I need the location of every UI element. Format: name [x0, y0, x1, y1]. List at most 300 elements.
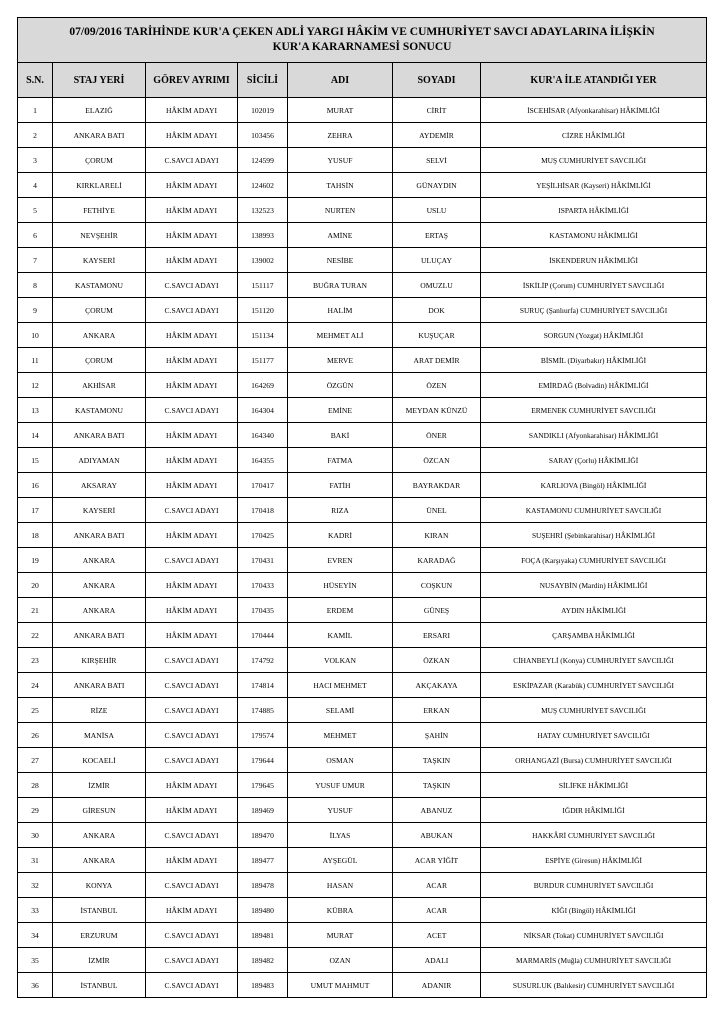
table-row	[18, 948, 707, 973]
cell-gorev-ayrimi: C.SAVCI ADAYI	[146, 873, 238, 898]
cell-sicili: 151177	[238, 348, 288, 373]
cell-gorev-ayrimi: C.SAVCI ADAYI	[146, 923, 238, 948]
cell-staj-yeri: NEVŞEHİR	[53, 223, 146, 248]
cell-sicili: 151117	[238, 273, 288, 298]
cell-atandigi-yer: HAKKÂRİ CUMHURİYET SAVCILIĞI	[481, 823, 707, 848]
cell-sicili: 189470	[238, 823, 288, 848]
cell-atandigi-yer: FOÇA (Karşıyaka) CUMHURİYET SAVCILIĞI	[481, 548, 707, 573]
cell-soyadi: AYDEMİR	[393, 123, 481, 148]
cell-adi: MERVE	[288, 348, 393, 373]
cell-atandigi-yer: AYDIN HÂKİMLİĞİ	[481, 598, 707, 623]
cell-sn: 14	[18, 423, 53, 448]
table-row	[18, 773, 707, 798]
cell-staj-yeri: KAYSERİ	[53, 248, 146, 273]
cell-gorev-ayrimi: C.SAVCI ADAYI	[146, 498, 238, 523]
cell-sn: 9	[18, 298, 53, 323]
cell-soyadi: ACAR YİĞİT	[393, 848, 481, 873]
cell-soyadi: MEYDAN KÜNZÜ	[393, 398, 481, 423]
cell-adi: TAHSİN	[288, 173, 393, 198]
cell-atandigi-yer: SİLİFKE HÂKİMLİĞİ	[481, 773, 707, 798]
cell-staj-yeri: KASTAMONU	[53, 273, 146, 298]
cell-soyadi: SELVİ	[393, 148, 481, 173]
cell-sn: 5	[18, 198, 53, 223]
cell-adi: UMUT MAHMUT	[288, 973, 393, 998]
table-row	[18, 798, 707, 823]
cell-atandigi-yer: ERMENEK CUMHURİYET SAVCILIĞI	[481, 398, 707, 423]
cell-sn: 26	[18, 723, 53, 748]
cell-staj-yeri: ÇORUM	[53, 148, 146, 173]
cell-atandigi-yer: BİSMİL (Diyarbakır) HÂKİMLİĞİ	[481, 348, 707, 373]
cell-gorev-ayrimi: C.SAVCI ADAYI	[146, 948, 238, 973]
table-row	[18, 598, 707, 623]
cell-adi: HALİM	[288, 298, 393, 323]
cell-staj-yeri: RİZE	[53, 698, 146, 723]
table-row	[18, 248, 707, 273]
cell-sicili: 170435	[238, 598, 288, 623]
table-row	[18, 398, 707, 423]
column-header-staj-yeri: STAJ YERİ	[53, 63, 146, 98]
table-row	[18, 623, 707, 648]
cell-sn: 28	[18, 773, 53, 798]
cell-gorev-ayrimi: HÂKİM ADAYI	[146, 423, 238, 448]
table-row	[18, 698, 707, 723]
cell-soyadi: ABANUZ	[393, 798, 481, 823]
cell-atandigi-yer: NİKSAR (Tokat) CUMHURİYET SAVCILIĞI	[481, 923, 707, 948]
cell-adi: HÜSEYİN	[288, 573, 393, 598]
table-row	[18, 973, 707, 998]
cell-gorev-ayrimi: HÂKİM ADAYI	[146, 323, 238, 348]
table-row	[18, 423, 707, 448]
cell-gorev-ayrimi: HÂKİM ADAYI	[146, 473, 238, 498]
cell-sicili: 164269	[238, 373, 288, 398]
cell-sicili: 124602	[238, 173, 288, 198]
cell-atandigi-yer: IĞDIR HÂKİMLİĞİ	[481, 798, 707, 823]
cell-atandigi-yer: ESKİPAZAR (Karabük) CUMHURİYET SAVCILIĞI	[481, 673, 707, 698]
cell-staj-yeri: KIRŞEHİR	[53, 648, 146, 673]
cell-gorev-ayrimi: C.SAVCI ADAYI	[146, 823, 238, 848]
cell-atandigi-yer: SANDIKLI (Afyonkarahisar) HÂKİMLİĞİ	[481, 423, 707, 448]
cell-sn: 3	[18, 148, 53, 173]
cell-sicili: 189480	[238, 898, 288, 923]
cell-staj-yeri: İZMİR	[53, 773, 146, 798]
cell-atandigi-yer: MARMARİS (Muğla) CUMHURİYET SAVCILIĞI	[481, 948, 707, 973]
cell-staj-yeri: ÇORUM	[53, 348, 146, 373]
cell-atandigi-yer: MUŞ CUMHURİYET SAVCILIĞI	[481, 148, 707, 173]
cell-sn: 31	[18, 848, 53, 873]
cell-gorev-ayrimi: C.SAVCI ADAYI	[146, 748, 238, 773]
cell-staj-yeri: ANKARA BATI	[53, 623, 146, 648]
cell-adi: FATİH	[288, 473, 393, 498]
cell-soyadi: AKÇAKAYA	[393, 673, 481, 698]
cell-gorev-ayrimi: HÂKİM ADAYI	[146, 798, 238, 823]
cell-gorev-ayrimi: HÂKİM ADAYI	[146, 248, 238, 273]
cell-sn: 34	[18, 923, 53, 948]
cell-sn: 23	[18, 648, 53, 673]
cell-adi: KADRİ	[288, 523, 393, 548]
cell-sicili: 189483	[238, 973, 288, 998]
cell-soyadi: ŞAHİN	[393, 723, 481, 748]
cell-soyadi: USLU	[393, 198, 481, 223]
table-row	[18, 673, 707, 698]
cell-soyadi: KUŞUÇAR	[393, 323, 481, 348]
cell-sicili: 164304	[238, 398, 288, 423]
cell-sicili: 124599	[238, 148, 288, 173]
cell-soyadi: ERKAN	[393, 698, 481, 723]
cell-sn: 35	[18, 948, 53, 973]
cell-soyadi: COŞKUN	[393, 573, 481, 598]
cell-staj-yeri: İSTANBUL	[53, 973, 146, 998]
cell-sn: 4	[18, 173, 53, 198]
cell-sn: 10	[18, 323, 53, 348]
cell-staj-yeri: AKHİSAR	[53, 373, 146, 398]
cell-atandigi-yer: YEŞİLHİSAR (Kayseri) HÂKİMLİĞİ	[481, 173, 707, 198]
table-row	[18, 648, 707, 673]
cell-sn: 27	[18, 748, 53, 773]
cell-gorev-ayrimi: HÂKİM ADAYI	[146, 173, 238, 198]
table-row	[18, 823, 707, 848]
table-row	[18, 898, 707, 923]
cell-soyadi: ÖZKAN	[393, 648, 481, 673]
table-row	[18, 323, 707, 348]
cell-adi: ÖZGÜN	[288, 373, 393, 398]
cell-adi: ZEHRA	[288, 123, 393, 148]
cell-adi: YUSUF UMUR	[288, 773, 393, 798]
cell-adi: HACI MEHMET	[288, 673, 393, 698]
cell-soyadi: ACET	[393, 923, 481, 948]
cell-soyadi: ERTAŞ	[393, 223, 481, 248]
cell-gorev-ayrimi: C.SAVCI ADAYI	[146, 273, 238, 298]
cell-soyadi: ULUÇAY	[393, 248, 481, 273]
cell-sn: 2	[18, 123, 53, 148]
table-row	[18, 548, 707, 573]
cell-soyadi: ABUKAN	[393, 823, 481, 848]
cell-sicili: 189478	[238, 873, 288, 898]
cell-gorev-ayrimi: HÂKİM ADAYI	[146, 198, 238, 223]
cell-adi: AYŞEGÜL	[288, 848, 393, 873]
cell-sicili: 139002	[238, 248, 288, 273]
cell-sn: 20	[18, 573, 53, 598]
cell-gorev-ayrimi: HÂKİM ADAYI	[146, 598, 238, 623]
cell-sicili: 151134	[238, 323, 288, 348]
cell-sicili: 189481	[238, 923, 288, 948]
cell-sicili: 179644	[238, 748, 288, 773]
cell-adi: OZAN	[288, 948, 393, 973]
cell-sicili: 170431	[238, 548, 288, 573]
cell-atandigi-yer: MUŞ CUMHURİYET SAVCILIĞI	[481, 698, 707, 723]
cell-sn: 6	[18, 223, 53, 248]
cell-atandigi-yer: İSKENDERUN HÂKİMLİĞİ	[481, 248, 707, 273]
cell-soyadi: TAŞKIN	[393, 748, 481, 773]
table-row	[18, 848, 707, 873]
table-row	[18, 523, 707, 548]
cell-atandigi-yer: CİZRE HÂKİMLİĞİ	[481, 123, 707, 148]
cell-soyadi: ÖZEN	[393, 373, 481, 398]
cell-sicili: 174792	[238, 648, 288, 673]
cell-sicili: 179645	[238, 773, 288, 798]
table-row	[18, 923, 707, 948]
cell-adi: YUSUF	[288, 798, 393, 823]
cell-staj-yeri: ÇORUM	[53, 298, 146, 323]
cell-adi: RIZA	[288, 498, 393, 523]
table-row	[18, 873, 707, 898]
cell-gorev-ayrimi: C.SAVCI ADAYI	[146, 298, 238, 323]
cell-gorev-ayrimi: C.SAVCI ADAYI	[146, 698, 238, 723]
document-title: 07/09/2016 TARİHİNDE KUR'A ÇEKEN ADLİ YARGI HÂKİM VE CUMHURİYET SAVCI ADAYLARINA İLİŞKİN KUR'A KARARNAMESİ SONUCU	[18, 18, 707, 63]
cell-soyadi: ACAR	[393, 898, 481, 923]
cell-sn: 17	[18, 498, 53, 523]
cell-staj-yeri: ANKARA	[53, 548, 146, 573]
column-header-adi: ADI	[288, 63, 393, 98]
cell-adi: SELAMİ	[288, 698, 393, 723]
cell-atandigi-yer: SURUÇ (Şanlıurfa) CUMHURİYET SAVCILIĞI	[481, 298, 707, 323]
cell-gorev-ayrimi: HÂKİM ADAYI	[146, 373, 238, 398]
table-row	[18, 473, 707, 498]
cell-soyadi: ACAR	[393, 873, 481, 898]
cell-atandigi-yer: BURDUR CUMHURİYET SAVCILIĞI	[481, 873, 707, 898]
table-row	[18, 198, 707, 223]
column-header-atandigi-yer: KUR'A İLE ATANDIĞI YER	[481, 63, 707, 98]
cell-soyadi: KIRAN	[393, 523, 481, 548]
table-row	[18, 573, 707, 598]
cell-staj-yeri: ANKARA BATI	[53, 523, 146, 548]
cell-atandigi-yer: KARLIOVA (Bingöl) HÂKİMLİĞİ	[481, 473, 707, 498]
cell-adi: YUSUF	[288, 148, 393, 173]
cell-soyadi: ÖNER	[393, 423, 481, 448]
cell-soyadi: ÜNEL	[393, 498, 481, 523]
cell-sicili: 189469	[238, 798, 288, 823]
cell-staj-yeri: ANKARA	[53, 573, 146, 598]
cell-adi: VOLKAN	[288, 648, 393, 673]
cell-sn: 36	[18, 973, 53, 998]
cell-soyadi: CİRİT	[393, 98, 481, 123]
decree-table	[17, 17, 707, 998]
cell-sicili: 164355	[238, 448, 288, 473]
cell-sn: 22	[18, 623, 53, 648]
cell-sn: 21	[18, 598, 53, 623]
table-row	[18, 748, 707, 773]
cell-staj-yeri: KONYA	[53, 873, 146, 898]
cell-staj-yeri: GİRESUN	[53, 798, 146, 823]
cell-sn: 11	[18, 348, 53, 373]
table-row	[18, 723, 707, 748]
cell-sn: 25	[18, 698, 53, 723]
cell-adi: BAKİ	[288, 423, 393, 448]
cell-adi: MEHMET ALİ	[288, 323, 393, 348]
cell-gorev-ayrimi: C.SAVCI ADAYI	[146, 673, 238, 698]
cell-staj-yeri: ANKARA BATI	[53, 123, 146, 148]
cell-soyadi: ÖZCAN	[393, 448, 481, 473]
cell-sn: 7	[18, 248, 53, 273]
cell-sicili: 138993	[238, 223, 288, 248]
cell-adi: KÜBRA	[288, 898, 393, 923]
cell-atandigi-yer: ORHANGAZİ (Bursa) CUMHURİYET SAVCILIĞI	[481, 748, 707, 773]
cell-gorev-ayrimi: HÂKİM ADAYI	[146, 98, 238, 123]
cell-atandigi-yer: KİĞI (Bingöl) HÂKİMLİĞİ	[481, 898, 707, 923]
cell-sicili: 170417	[238, 473, 288, 498]
cell-sicili: 164340	[238, 423, 288, 448]
column-header-gorev-ayrimi: GÖREV AYRIMI	[146, 63, 238, 98]
cell-gorev-ayrimi: HÂKİM ADAYI	[146, 223, 238, 248]
cell-soyadi: OMUZLU	[393, 273, 481, 298]
cell-sn: 30	[18, 823, 53, 848]
cell-staj-yeri: ANKARA	[53, 823, 146, 848]
cell-adi: ERDEM	[288, 598, 393, 623]
table-row	[18, 148, 707, 173]
cell-staj-yeri: KAYSERİ	[53, 498, 146, 523]
cell-sicili: 103456	[238, 123, 288, 148]
cell-gorev-ayrimi: HÂKİM ADAYI	[146, 623, 238, 648]
cell-sicili: 189482	[238, 948, 288, 973]
cell-atandigi-yer: HATAY CUMHURİYET SAVCILIĞI	[481, 723, 707, 748]
cell-sicili: 174885	[238, 698, 288, 723]
cell-staj-yeri: ANKARA	[53, 323, 146, 348]
cell-sicili: 170433	[238, 573, 288, 598]
cell-sn: 32	[18, 873, 53, 898]
cell-staj-yeri: AKSARAY	[53, 473, 146, 498]
table-row	[18, 273, 707, 298]
cell-gorev-ayrimi: C.SAVCI ADAYI	[146, 398, 238, 423]
cell-staj-yeri: KOCAELİ	[53, 748, 146, 773]
cell-sn: 1	[18, 98, 53, 123]
cell-atandigi-yer: İSKİLİP (Çorum) CUMHURİYET SAVCILIĞI	[481, 273, 707, 298]
cell-atandigi-yer: ÇARŞAMBA HÂKİMLİĞİ	[481, 623, 707, 648]
cell-soyadi: ERSARI	[393, 623, 481, 648]
cell-soyadi: BAYRAKDAR	[393, 473, 481, 498]
cell-gorev-ayrimi: HÂKİM ADAYI	[146, 848, 238, 873]
cell-staj-yeri: İSTANBUL	[53, 898, 146, 923]
cell-sicili: 132523	[238, 198, 288, 223]
cell-gorev-ayrimi: C.SAVCI ADAYI	[146, 648, 238, 673]
cell-sn: 18	[18, 523, 53, 548]
table-row	[18, 298, 707, 323]
table-row	[18, 498, 707, 523]
column-header-soyadi: SOYADI	[393, 63, 481, 98]
cell-adi: İLYAS	[288, 823, 393, 848]
cell-atandigi-yer: SARAY (Çorlu) HÂKİMLİĞİ	[481, 448, 707, 473]
cell-adi: MURAT	[288, 98, 393, 123]
cell-staj-yeri: FETHİYE	[53, 198, 146, 223]
cell-staj-yeri: ANKARA BATI	[53, 673, 146, 698]
cell-atandigi-yer: CİHANBEYLİ (Konya) CUMHURİYET SAVCILIĞI	[481, 648, 707, 673]
cell-adi: EVREN	[288, 548, 393, 573]
cell-soyadi: KARADAĞ	[393, 548, 481, 573]
cell-atandigi-yer: NUSAYBİN (Mardin) HÂKİMLİĞİ	[481, 573, 707, 598]
cell-sicili: 179574	[238, 723, 288, 748]
cell-sicili: 174814	[238, 673, 288, 698]
cell-atandigi-yer: İSCEHİSAR (Afyonkarahisar) HÂKİMLİĞİ	[481, 98, 707, 123]
cell-sn: 15	[18, 448, 53, 473]
column-header-sn: S.N.	[18, 63, 53, 98]
cell-sn: 19	[18, 548, 53, 573]
cell-gorev-ayrimi: C.SAVCI ADAYI	[146, 973, 238, 998]
cell-staj-yeri: İZMİR	[53, 948, 146, 973]
table-row	[18, 448, 707, 473]
cell-staj-yeri: ANKARA BATI	[53, 423, 146, 448]
table-row	[18, 98, 707, 123]
cell-staj-yeri: MANİSA	[53, 723, 146, 748]
cell-atandigi-yer: ISPARTA HÂKİMLİĞİ	[481, 198, 707, 223]
cell-gorev-ayrimi: C.SAVCI ADAYI	[146, 723, 238, 748]
cell-adi: EMİNE	[288, 398, 393, 423]
table-row	[18, 223, 707, 248]
cell-soyadi: ADANIR	[393, 973, 481, 998]
cell-gorev-ayrimi: HÂKİM ADAYI	[146, 523, 238, 548]
cell-adi: MURAT	[288, 923, 393, 948]
cell-adi: HASAN	[288, 873, 393, 898]
cell-sn: 8	[18, 273, 53, 298]
cell-sicili: 102019	[238, 98, 288, 123]
cell-gorev-ayrimi: C.SAVCI ADAYI	[146, 548, 238, 573]
cell-staj-yeri: ELAZIĞ	[53, 98, 146, 123]
cell-atandigi-yer: ESPİYE (Giresun) HÂKİMLİĞİ	[481, 848, 707, 873]
cell-sicili: 189477	[238, 848, 288, 873]
cell-adi: NURTEN	[288, 198, 393, 223]
cell-staj-yeri: ERZURUM	[53, 923, 146, 948]
cell-staj-yeri: ANKARA	[53, 848, 146, 873]
cell-soyadi: TAŞKIN	[393, 773, 481, 798]
cell-sicili: 170444	[238, 623, 288, 648]
cell-soyadi: DOK	[393, 298, 481, 323]
cell-gorev-ayrimi: HÂKİM ADAYI	[146, 448, 238, 473]
cell-adi: KAMİL	[288, 623, 393, 648]
cell-sicili: 151120	[238, 298, 288, 323]
cell-adi: NESİBE	[288, 248, 393, 273]
cell-sn: 24	[18, 673, 53, 698]
cell-adi: BUĞRA TURAN	[288, 273, 393, 298]
cell-soyadi: GÜNAYDIN	[393, 173, 481, 198]
cell-adi: MEHMET	[288, 723, 393, 748]
cell-staj-yeri: ADIYAMAN	[53, 448, 146, 473]
cell-sn: 16	[18, 473, 53, 498]
cell-staj-yeri: KIRKLARELİ	[53, 173, 146, 198]
cell-soyadi: GÜNEŞ	[393, 598, 481, 623]
cell-atandigi-yer: SORGUN (Yozgat) HÂKİMLİĞİ	[481, 323, 707, 348]
cell-sn: 13	[18, 398, 53, 423]
cell-gorev-ayrimi: HÂKİM ADAYI	[146, 348, 238, 373]
cell-staj-yeri: KASTAMONU	[53, 398, 146, 423]
cell-staj-yeri: ANKARA	[53, 598, 146, 623]
cell-soyadi: ARAT DEMİR	[393, 348, 481, 373]
table-row	[18, 123, 707, 148]
column-header-sicili: SİCİLİ	[238, 63, 288, 98]
decree-document	[17, 17, 706, 998]
table-row	[18, 173, 707, 198]
cell-atandigi-yer: EMİRDAĞ (Bolvadin) HÂKİMLİĞİ	[481, 373, 707, 398]
cell-gorev-ayrimi: HÂKİM ADAYI	[146, 898, 238, 923]
cell-sn: 33	[18, 898, 53, 923]
cell-gorev-ayrimi: HÂKİM ADAYI	[146, 573, 238, 598]
table-body	[18, 98, 707, 998]
cell-sn: 12	[18, 373, 53, 398]
cell-sicili: 170418	[238, 498, 288, 523]
cell-atandigi-yer: SUSURLUK (Balıkesir) CUMHURİYET SAVCILIĞI	[481, 973, 707, 998]
cell-soyadi: ADALI	[393, 948, 481, 973]
cell-atandigi-yer: SUŞEHRİ (Şebinkarahisar) HÂKİMLİĞİ	[481, 523, 707, 548]
table-row	[18, 373, 707, 398]
table-row	[18, 348, 707, 373]
cell-gorev-ayrimi: HÂKİM ADAYI	[146, 123, 238, 148]
cell-adi: AMİNE	[288, 223, 393, 248]
cell-gorev-ayrimi: C.SAVCI ADAYI	[146, 148, 238, 173]
cell-sn: 29	[18, 798, 53, 823]
cell-atandigi-yer: KASTAMONU CUMHURİYET SAVCILIĞI	[481, 498, 707, 523]
cell-adi: OSMAN	[288, 748, 393, 773]
cell-adi: FATMA	[288, 448, 393, 473]
cell-sicili: 170425	[238, 523, 288, 548]
cell-atandigi-yer: KASTAMONU HÂKİMLİĞİ	[481, 223, 707, 248]
table-header-row	[18, 63, 707, 98]
cell-gorev-ayrimi: HÂKİM ADAYI	[146, 773, 238, 798]
